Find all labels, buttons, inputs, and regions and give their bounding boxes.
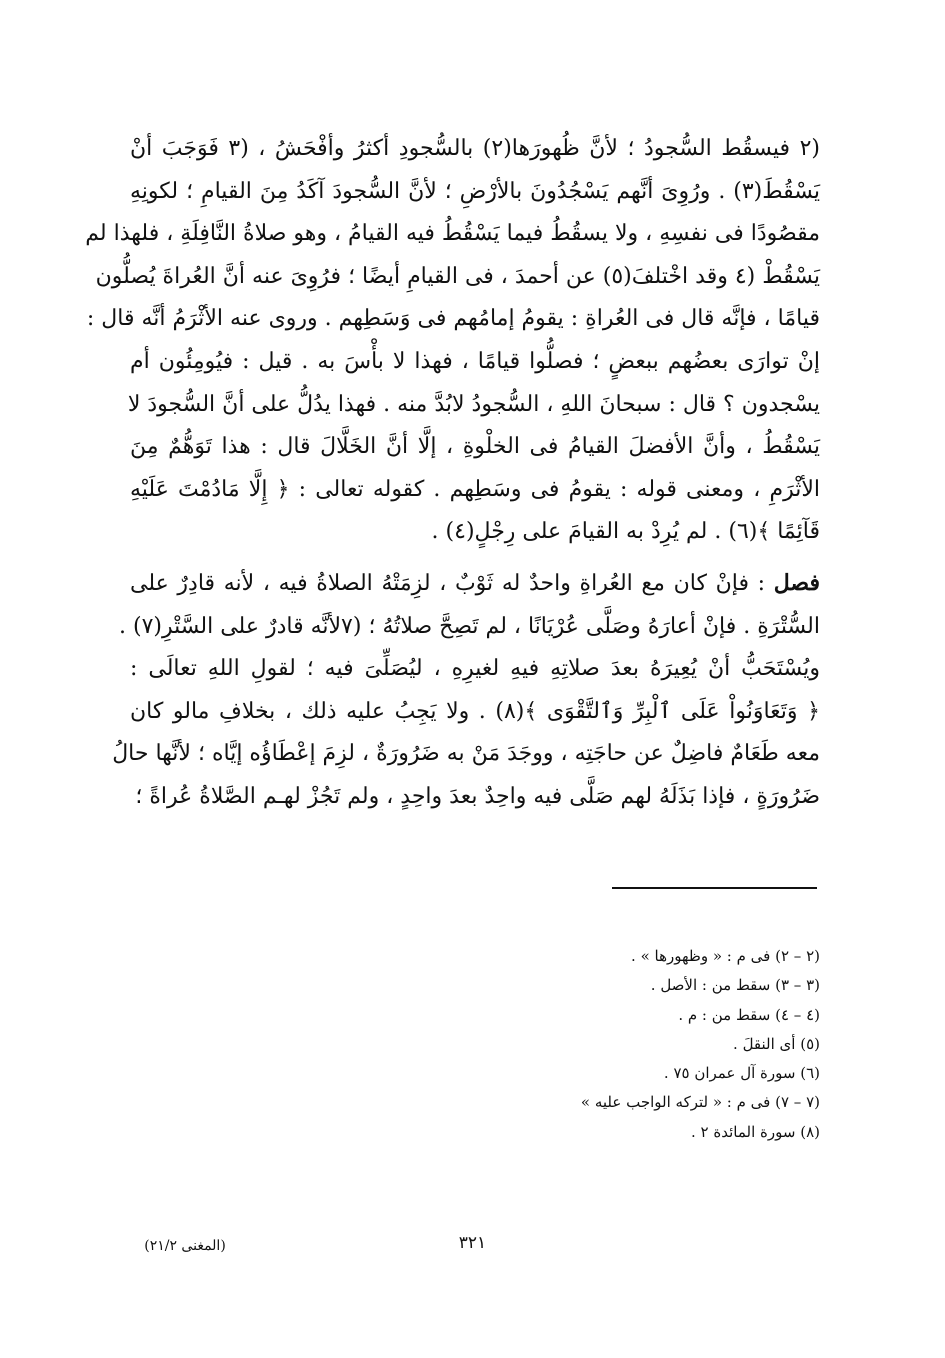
text-line: يسْجدون ؟ قال : سبحانَ اللهِ ، السُّجودُ لابُدَّ منه . فهذا يدُلُّ على أنَّ السُّجودَ لا [127, 391, 820, 417]
text-line: الأثْرَمِ ، ومعنى قوله : يقومُ فى وسَطِهم . كقوله تعالى : ﴿ إِلَّا مَادُمْتَ عَلَيْهِ [130, 476, 820, 502]
paragraph-1 [85, 128, 820, 554]
footnote: (٢ – ٢) فى م : « وظهورها » . [631, 947, 820, 965]
footnote: (٤ – ٤) سقط من : م . [678, 1005, 820, 1024]
footnote-divider [612, 887, 817, 889]
footnote: (٥) أى النقلَ . [733, 1034, 820, 1053]
text-line-with-heading [130, 562, 820, 606]
footnote: (٣ – ٣) سقط من : الأصل . [650, 976, 820, 995]
footnote: (٧ – ٧) فى م : « لتركه الواجب عليه » [580, 1093, 820, 1112]
text-line: ﴿ وَتَعَاوَنُواْ عَلَى ٱلْبِرِّ وَٱلتَّقْوَى ﴾(٨) . ولا يَجِبُ عليه ذلك ، بخلافِ مالو كان [130, 698, 820, 724]
page-number: ٣٢١ [458, 1233, 487, 1253]
text-line: ضَرُورَةٍ ، فإذا بَذَلَهُ لهم صَلَّى فيه واحِدٌ بعدَ واحِدٍ ، ولم تَجُزْ لهـم الصَّلاةُ عُراةً ؛ [135, 783, 820, 809]
footnote: (٦) سورة آل عمران ٧٥ . [663, 1064, 820, 1083]
text-line: ويُسْتَحَبُّ أنْ يُعِيرَهُ بعدَ صلاتِهِ فيهِ لغيرِهِ ، ليُصَلِّىَ فيه ؛ لقولِ اللهِ تعالَى : [130, 656, 820, 682]
text-line: إنْ توارَى بعضُهم ببعضٍ ؛ فصلُّوا قيامًا ، فهذا لا بأْسَ به . قيل : فيُومِئُون أم [130, 348, 820, 374]
text-line: : فإنْ كان مع العُراةِ واحدٌ له ثَوْبٌ ، لزِمَتْهُ الصلاةُ فيه ، لأنه قادِرٌ على [130, 570, 766, 596]
text-line: (٢ فيسقُط السُّجودُ ؛ لأنَّ ظُهورَها(٢) بالسُّجودِ أكثرُ وأفْحَشُ ، (٣ فَوَجَبَ أنْ [130, 136, 820, 161]
text-line: قيامًا ، فإنَّه قال فى العُراةِ : يقومُ إمامُهم فى وَسَطِهم . وروى عنه الأثْرَمُ أنَّه قال : [86, 306, 820, 332]
text-line: مقصُودًا فى نفسِهِ ، ولا يسقُطُ فيما يَسْقُطُ فيه القيامُ ، وهو صلاةُ النَّافِلَةِ ، فلهذا لم [85, 221, 820, 247]
paragraph-2 [112, 562, 820, 819]
text-line: قَآئِمًا ﴾(٦) . لم يُرِدْ به القيامَ على رِجْلٍ(٤) . [431, 519, 820, 545]
text-line: السُّتْرَةِ . فإنْ أعارَهُ وصَلَّى عُرْيَانًا ، لم تَصِحَّ صلاتُهُ ؛ (٧لأنَّه قادرٌ على السَّتْرِ(٧) . [119, 613, 820, 639]
text-line: معه طَعَامٌ فاضِلٌ عن حاجَتِه ، ووجَدَ مَنْ به ضَرُورَةٌ ، لزِمَ إعْطَاؤُه إيَّاه ؛ لأنَّها حالُ [112, 741, 820, 767]
text-line: يَسْقُطْ (٤ وقد اخْتلفَ(٥) عن أحمدَ ، فى القيامِ أيضًا ؛ فرُوِىَ عنه أنَّ العُراةَ يُصلُّون [95, 263, 820, 289]
section-heading: فصل [773, 569, 820, 596]
main-text-body [85, 128, 820, 819]
text-line: يَسْقُطُ ، وأنَّ الأفضلَ القيامُ فى الخلْوةِ ، إلَّا أنَّ الخَلَّالَ قال : هذا تَوَهُّمٌ مِنَ [130, 434, 820, 460]
footnote: (٨) سورة المائدة ٢ . [691, 1122, 820, 1141]
printer-signature: (المغنى ٢١/٢) [144, 1238, 226, 1254]
footnotes [430, 942, 820, 1147]
text-line: يَسْقُطَ(٣) . ورُوِىَ أنَّهم يَسْجُدُونَ بالأرْضِ ؛ لأنَّ السُّجودَ آكَدُ مِنَ القيامِ ؛ لكونِهِ [130, 178, 820, 204]
